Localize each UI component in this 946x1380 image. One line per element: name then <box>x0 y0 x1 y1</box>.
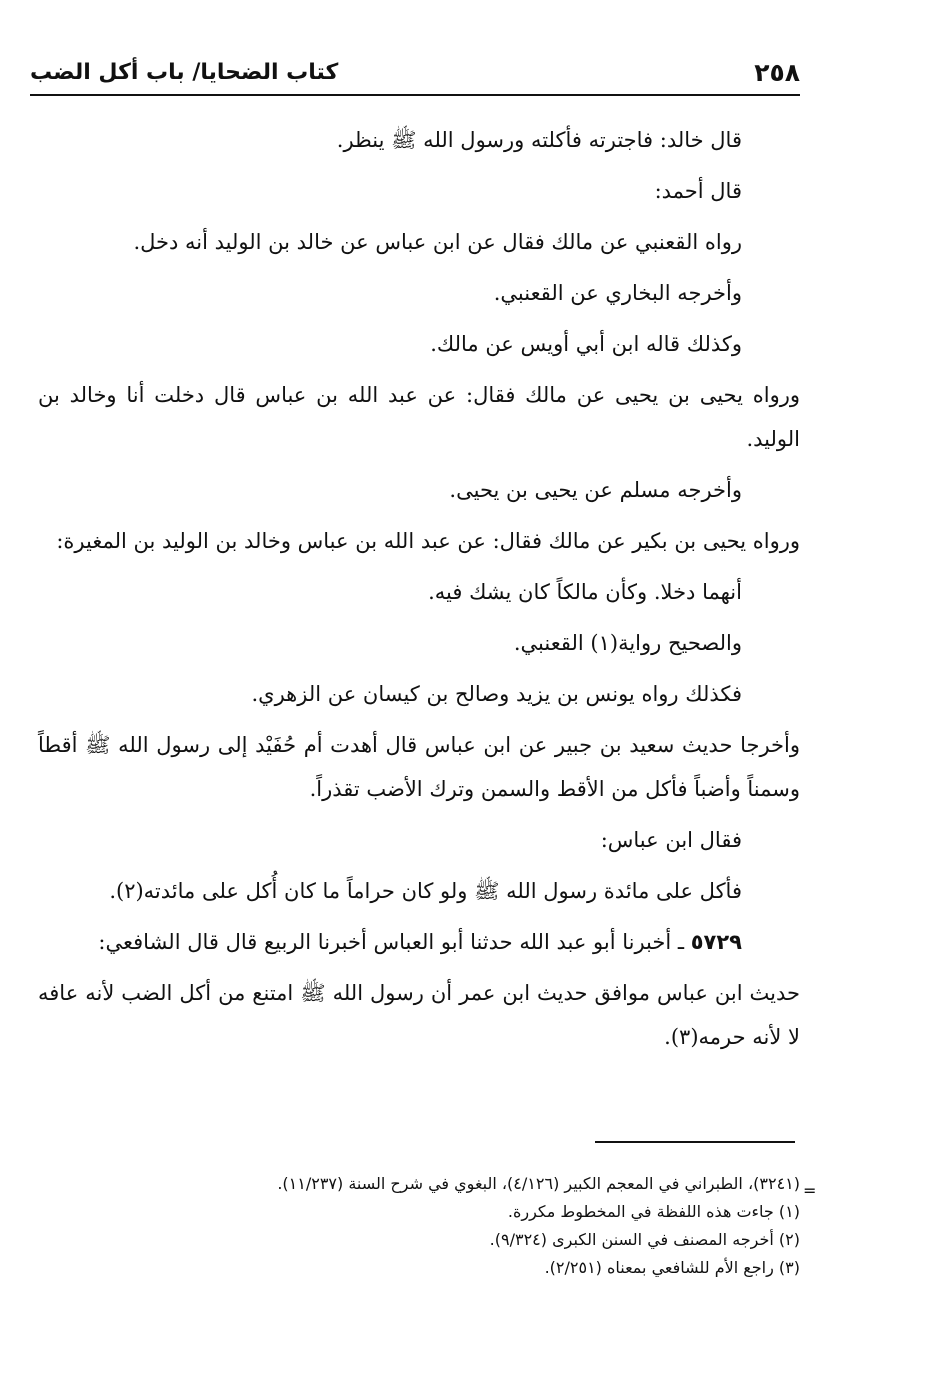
paragraph: وأخرجا حديث سعيد بن جبير عن ابن عباس قال أهدت أم حُفَيْد إلى رسول الله ﷺ أقطاً وسمناً وأضباً فأكل من الأقط والسمن وترك الأضب تقذراً. <box>38 733 800 801</box>
paragraph: قال خالد: فاجترته فأكلته ورسول الله ﷺ ينظر. <box>336 128 742 152</box>
paragraph: حديث ابن عباس موافق حديث ابن عمر أن رسول الله ﷺ امتنع من أكل الضب لأنه عافه لا لأنه حرمه(٣). <box>38 981 800 1049</box>
paragraph: ورواه يحيى بن بكير عن مالك فقال: عن عبد الله بن عباس وخالد بن الوليد بن المغيرة: <box>56 529 800 553</box>
footnote: (٣) راجع الأم للشافعي بمعناه (٢/٢٥١). <box>544 1258 800 1277</box>
main-text <box>38 118 800 1066</box>
paragraph: قال أحمد: <box>654 179 742 203</box>
footnote: (١) جاءت هذه اللفظة في المخطوط مكررة. <box>507 1202 800 1221</box>
paragraph: ورواه يحيى بن يحيى عن مالك فقال: عن عبد الله بن عباس قال دخلت أنا وخالد بن الوليد. <box>38 383 800 451</box>
paragraph: فأكل على مائدة رسول الله ﷺ ولو كان حراماً ما كان أُكل على مائدته(٢). <box>109 879 742 903</box>
paragraph: وكذلك قاله ابن أبي أويس عن مالك. <box>430 332 742 356</box>
paragraph: رواه القعنبي عن مالك فقال عن ابن عباس عن خالد بن الوليد أنه دخل. <box>133 230 742 254</box>
footnotes <box>120 1170 800 1282</box>
footnote-continuation-mark: = <box>803 1181 817 1200</box>
footnote: (٢) أخرجه المصنف في السنن الكبرى (٩/٣٢٤). <box>489 1230 800 1249</box>
hadith-number: ٥٧٢٩ <box>690 930 742 954</box>
footnote: (٣٢٤١)، الطبراني في المعجم الكبير (٤/١٢٦)، البغوي في شرح السنة (١١/٢٣٧). <box>277 1174 800 1193</box>
hadith-intro: ـ أخبرنا أبو عبد الله حدثنا أبو العباس أخبرنا الربيع قال قال الشافعي: <box>98 930 691 954</box>
paragraph: أنهما دخلا. وكأن مالكاً كان يشك فيه. <box>428 580 742 604</box>
paragraph: والصحيح رواية(١) القعنبي. <box>513 631 742 655</box>
running-title: كتاب الضحايا/ باب أكل الضب <box>30 60 339 85</box>
paragraph: وأخرجه البخاري عن القعنبي. <box>493 281 742 305</box>
paragraph: فقال ابن عباس: <box>600 828 742 852</box>
page-header <box>30 52 800 92</box>
footnote-divider <box>595 1141 795 1143</box>
paragraph: فكذلك رواه يونس بن يزيد وصالح بن كيسان عن الزهري. <box>251 682 742 706</box>
page-number: ٢٥٨ <box>754 58 800 87</box>
header-divider <box>30 94 800 96</box>
hadith-paragraph <box>38 920 800 964</box>
paragraph: وأخرجه مسلم عن يحيى بن يحيى. <box>449 478 742 502</box>
